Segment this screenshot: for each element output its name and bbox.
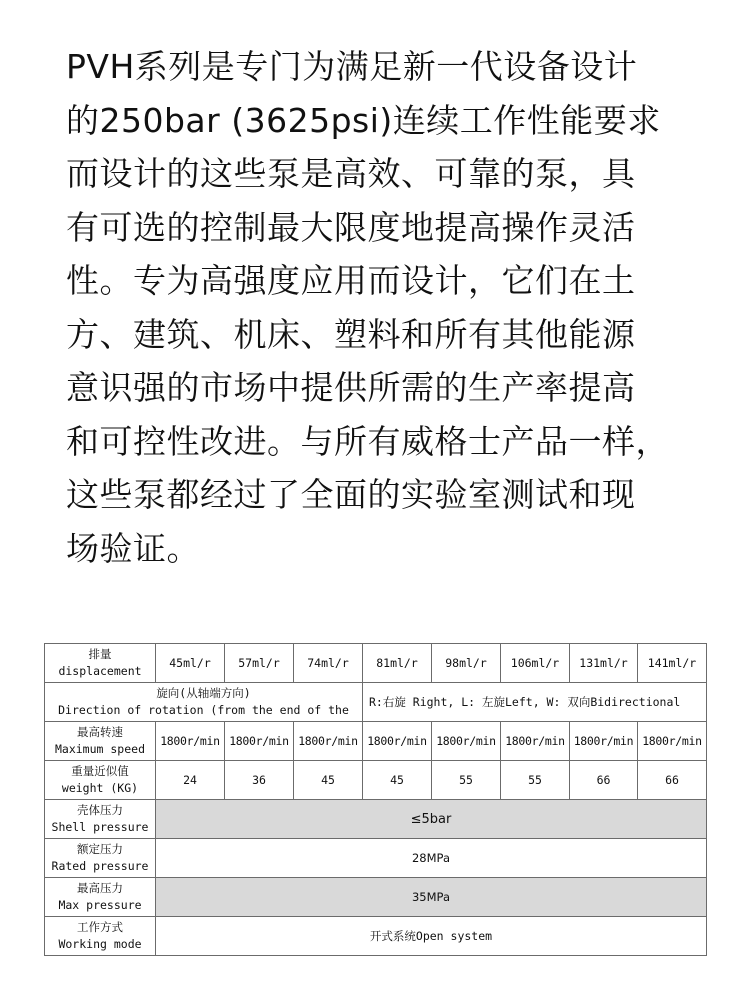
rotation-value: R:右旋 Right, L: 左旋Left, W: 双向Bidirectional [363, 683, 707, 722]
label-max-pressure: 最高压力 Max pressure [45, 878, 156, 917]
row-shell-pressure [45, 800, 707, 839]
displacement-value: 45ml/r [156, 644, 225, 683]
intro-line: 而设计的这些泵是高效、可靠的泵，具 [66, 154, 636, 193]
intro-line: 方、建筑、机床、塑料和所有其他能源 [66, 314, 636, 354]
row-rotation [45, 683, 707, 722]
label-rated-pressure: 额定压力 Rated pressure [45, 839, 156, 878]
row-working-mode [45, 917, 707, 956]
working-mode-value: 开式系统Open system [156, 917, 707, 956]
intro-line: PVH系列是专门为满足新一代设备设计 [66, 47, 638, 86]
label-rotation: 旋向(从轴端方向) Direction of rotation (from the end of the [45, 683, 363, 722]
intro-line: 这些泵都经过了全面的实验室测试和现 [66, 475, 636, 514]
intro-line: 性。专为高强度应用而设计，它们在土 [66, 261, 636, 300]
rated-pressure-value: 28MPa [156, 839, 707, 878]
max-speed-value: 1800r/min [294, 722, 363, 761]
weight-value: 36 [225, 761, 294, 800]
row-displacement [45, 644, 707, 683]
label-working-mode: 工作方式 Working mode [45, 917, 156, 956]
shell-pressure-value: ≤5bar [156, 800, 707, 839]
intro-line: 场验证。 [66, 528, 200, 568]
intro-paragraph [66, 40, 706, 575]
weight-value: 24 [156, 761, 225, 800]
weight-value: 55 [501, 761, 570, 800]
label-max-speed: 最高转速 Maximum speed [45, 722, 156, 761]
max-speed-value: 1800r/min [432, 722, 501, 761]
row-weight [45, 761, 707, 800]
intro-line: 的250bar (3625psi)连续工作性能要求 [66, 100, 661, 140]
max-speed-value: 1800r/min [638, 722, 707, 761]
row-max-pressure [45, 878, 707, 917]
spec-table [44, 643, 707, 956]
row-rated-pressure [45, 839, 707, 878]
max-speed-value: 1800r/min [225, 722, 294, 761]
label-shell-pressure: 壳体压力 Shell pressure [45, 800, 156, 839]
weight-value: 66 [570, 761, 638, 800]
displacement-value: 74ml/r [294, 644, 363, 683]
weight-value: 66 [638, 761, 707, 800]
max-speed-value: 1800r/min [570, 722, 638, 761]
max-speed-value: 1800r/min [363, 722, 432, 761]
displacement-value: 131ml/r [570, 644, 638, 683]
displacement-value: 81ml/r [363, 644, 432, 683]
displacement-value: 141ml/r [638, 644, 707, 683]
intro-line: 有可选的控制最大限度地提高操作灵活 [66, 207, 636, 247]
label-displacement: 排量 displacement [45, 644, 156, 683]
displacement-value: 106ml/r [501, 644, 570, 683]
weight-value: 45 [363, 761, 432, 800]
intro-line: 和可控性改进。与所有威格士产品一样， [66, 421, 669, 461]
max-pressure-value: 35MPa [156, 878, 707, 917]
weight-value: 55 [432, 761, 501, 800]
max-speed-value: 1800r/min [156, 722, 225, 761]
max-speed-value: 1800r/min [501, 722, 570, 761]
displacement-value: 98ml/r [432, 644, 501, 683]
row-max-speed [45, 722, 707, 761]
displacement-value: 57ml/r [225, 644, 294, 683]
label-weight: 重量近似值 weight (KG) [45, 761, 156, 800]
weight-value: 45 [294, 761, 363, 800]
intro-line: 意识强的市场中提供所需的生产率提高 [66, 368, 636, 407]
